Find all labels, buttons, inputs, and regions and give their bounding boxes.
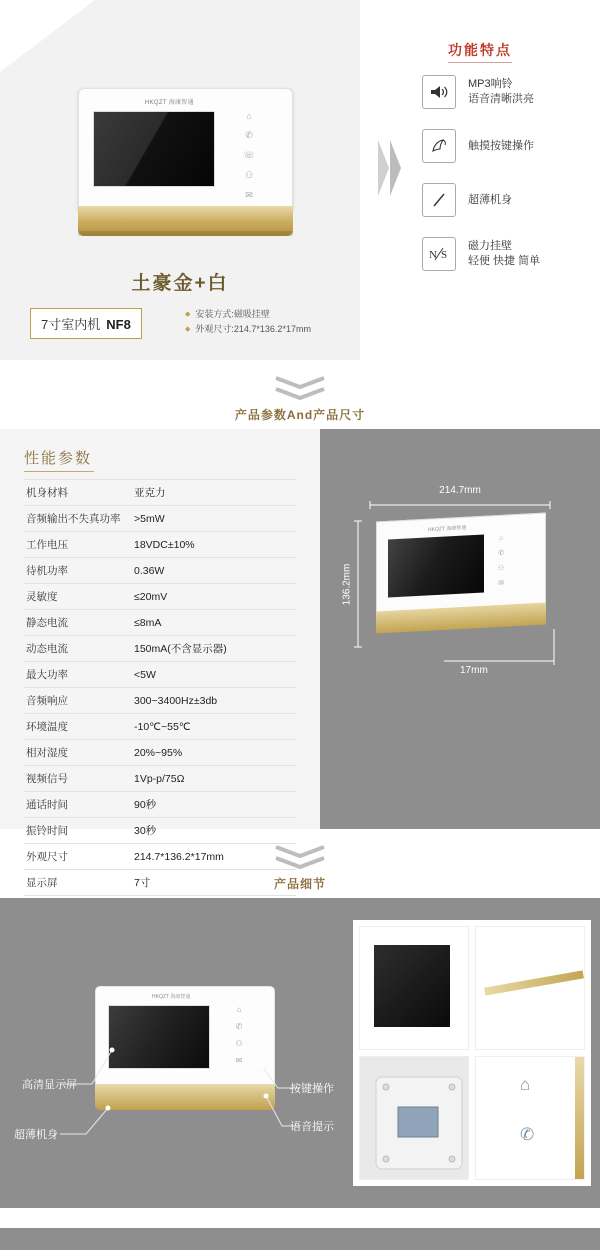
detail-photo-grid <box>353 920 591 1186</box>
dimension-height-label: 136.2mm <box>341 563 353 606</box>
param-value: 18VDC±10% <box>134 538 195 551</box>
param-key: 外观尺寸 <box>26 851 68 863</box>
table-row <box>24 818 296 844</box>
table-row <box>24 610 296 636</box>
feature-item-magnet <box>422 228 600 280</box>
params-table <box>24 479 296 922</box>
speaker-icon <box>422 75 456 109</box>
brand-logo: HKQZT 海康智通 <box>428 524 467 534</box>
chevron-down-icon <box>270 376 330 402</box>
unlock-icon: ⚇ <box>498 564 505 573</box>
feature-text-mp3 <box>468 77 534 107</box>
feature-text-magnet <box>468 239 540 269</box>
monitor-key-column <box>229 111 269 210</box>
params-title: 性能参数 <box>24 447 92 468</box>
monitor-icon: ✉ <box>245 190 253 200</box>
table-row <box>24 714 296 740</box>
callout-slim-body: 超薄机身 <box>14 1129 58 1141</box>
product-image-dimensions <box>376 517 546 637</box>
param-value: 20%~95% <box>134 746 183 759</box>
monitor-screen <box>388 534 484 597</box>
param-value: 0.36W <box>134 564 165 577</box>
features-title: 功能特点 <box>360 40 600 60</box>
param-key: 视频信号 <box>26 773 68 785</box>
param-key: 动态电流 <box>26 643 68 655</box>
divider-label-details: 产品细节 <box>273 877 326 891</box>
detail-photo-gold-edge <box>475 926 585 1050</box>
table-row <box>24 688 296 714</box>
monitor-icon: ✉ <box>498 579 505 588</box>
divider-params <box>0 360 600 429</box>
param-value: 亚克力 <box>134 487 166 499</box>
param-value: >5mW <box>134 512 165 525</box>
unlock-icon: ⚇ <box>235 1039 243 1048</box>
table-row <box>24 506 296 532</box>
param-value: ≤20mV <box>134 590 168 603</box>
param-key: 最大功率 <box>26 669 68 681</box>
param-value: 30秒 <box>134 825 157 837</box>
detail-photo-screen <box>359 926 469 1050</box>
param-key: 相对湿度 <box>26 747 68 759</box>
detail-photo-back-mount <box>359 1056 469 1180</box>
product-title: 土豪金+白 <box>131 273 229 294</box>
gold-strip <box>575 1057 584 1179</box>
callout-display: 高清显示屏 <box>22 1079 77 1091</box>
callout-key-operation: 按键操作 <box>290 1083 334 1095</box>
feature-text-slim <box>468 193 512 208</box>
dimension-width-label: 214.7mm <box>439 485 481 496</box>
model-size-label: 7寸室内机 <box>41 317 101 332</box>
call-icon: ✆ <box>235 1022 243 1031</box>
param-value: 214.7*136.2*17mm <box>134 850 224 863</box>
feature-line-2: 轻便 快捷 简单 <box>468 255 541 267</box>
details-callout-panel <box>0 898 345 1208</box>
svg-text:N: N <box>429 249 437 261</box>
unlock-icon: ⚇ <box>244 170 254 180</box>
detail-photo-keys <box>475 1056 585 1180</box>
callout-lines <box>0 898 345 1208</box>
details-photo-panel <box>345 898 600 1208</box>
brand-logo: HKQZT 海康智通 <box>152 994 191 1000</box>
param-value: 90秒 <box>134 799 157 811</box>
feature-line-1: 超薄机身 <box>468 193 512 206</box>
dimension-depth-label: 17mm <box>460 665 488 676</box>
table-row <box>24 844 296 870</box>
table-row <box>24 480 296 506</box>
table-row <box>24 662 296 688</box>
param-value: <5W <box>134 668 156 681</box>
param-key: 灵敏度 <box>26 591 58 603</box>
dimension-drawing <box>341 485 576 699</box>
svg-text:S: S <box>441 249 448 261</box>
divider-label-params: 产品参数And产品尺寸 <box>234 408 366 422</box>
home-icon: ⌂ <box>246 111 252 121</box>
spec-bullet-install: ◆ 安装方式:磁吸挂壁 <box>185 307 311 322</box>
monitor-gold-base <box>78 206 293 236</box>
param-key: 显示屏 <box>26 877 58 889</box>
param-value: 1Vp-p/75Ω <box>134 772 185 785</box>
back-plate-drawing <box>364 1063 469 1180</box>
spec-bullet-size: ◆ 外观尺寸:214.7*136.2*17mm <box>185 322 311 337</box>
feature-line-2: 语音清晰洪亮 <box>468 93 534 105</box>
monitor-screen <box>93 111 215 187</box>
table-row <box>24 792 296 818</box>
hero-spec-bullets <box>185 307 311 337</box>
table-row <box>24 584 296 610</box>
touch-hand-icon <box>422 129 456 163</box>
feature-item-mp3 <box>422 66 600 118</box>
slim-line-icon <box>422 183 456 217</box>
feature-line-1: 触摸按键操作 <box>468 139 534 152</box>
table-row <box>24 740 296 766</box>
arrow-decoration-icon <box>378 140 404 196</box>
table-row <box>24 558 296 584</box>
param-value: 300~3400Hz±3db <box>134 694 218 707</box>
param-key: 通话时间 <box>26 799 68 811</box>
details-section <box>0 898 600 1208</box>
param-key: 待机功率 <box>26 565 68 577</box>
param-key: 音频输出不失真功率 <box>26 513 121 525</box>
param-value: -10℃~55℃ <box>134 720 191 733</box>
phone-icon: ☏ <box>243 150 255 160</box>
home-icon: ⌂ <box>499 534 504 543</box>
feature-line-1: MP3响铃 <box>468 78 513 90</box>
product-image-main <box>78 88 293 236</box>
call-icon: ✆ <box>498 549 505 558</box>
model-badge <box>30 308 142 339</box>
table-row <box>24 870 296 896</box>
table-row <box>24 636 296 662</box>
footer-band <box>0 1228 600 1250</box>
param-value: ≤8mA <box>134 616 162 629</box>
call-icon: ✆ <box>520 1125 535 1144</box>
dimension-drawing-panel <box>320 429 600 829</box>
param-value: 7寸 <box>134 877 151 889</box>
brand-logo: HKQZT 海康智通 <box>145 100 194 106</box>
table-row <box>24 532 296 558</box>
param-key: 环境温度 <box>26 721 68 733</box>
features-list <box>422 66 600 282</box>
monitor-icon: ✉ <box>235 1056 243 1065</box>
table-row <box>24 766 296 792</box>
param-key: 静态电流 <box>26 617 68 629</box>
feature-text-touch <box>468 139 534 154</box>
param-key: 机身材料 <box>26 487 68 499</box>
callout-voice-prompt: 语音提示 <box>290 1121 334 1133</box>
home-icon: ⌂ <box>236 1005 242 1014</box>
feature-line-1: 磁力挂壁 <box>468 240 512 252</box>
call-icon: ✆ <box>245 130 253 140</box>
feature-item-touch <box>422 120 600 172</box>
param-key: 工作电压 <box>26 539 68 551</box>
monitor-body <box>78 88 293 210</box>
param-key: 振铃时间 <box>26 825 68 837</box>
magnet-ns-icon <box>422 237 456 271</box>
feature-item-slim <box>422 174 600 226</box>
monitor-key-column <box>498 535 504 594</box>
param-value: 150mA(不含显示器) <box>134 643 227 655</box>
home-icon: ⌂ <box>520 1075 531 1094</box>
hero-section <box>0 0 600 360</box>
param-key: 音频响应 <box>26 695 68 707</box>
model-code-label: NF8 <box>106 317 131 332</box>
